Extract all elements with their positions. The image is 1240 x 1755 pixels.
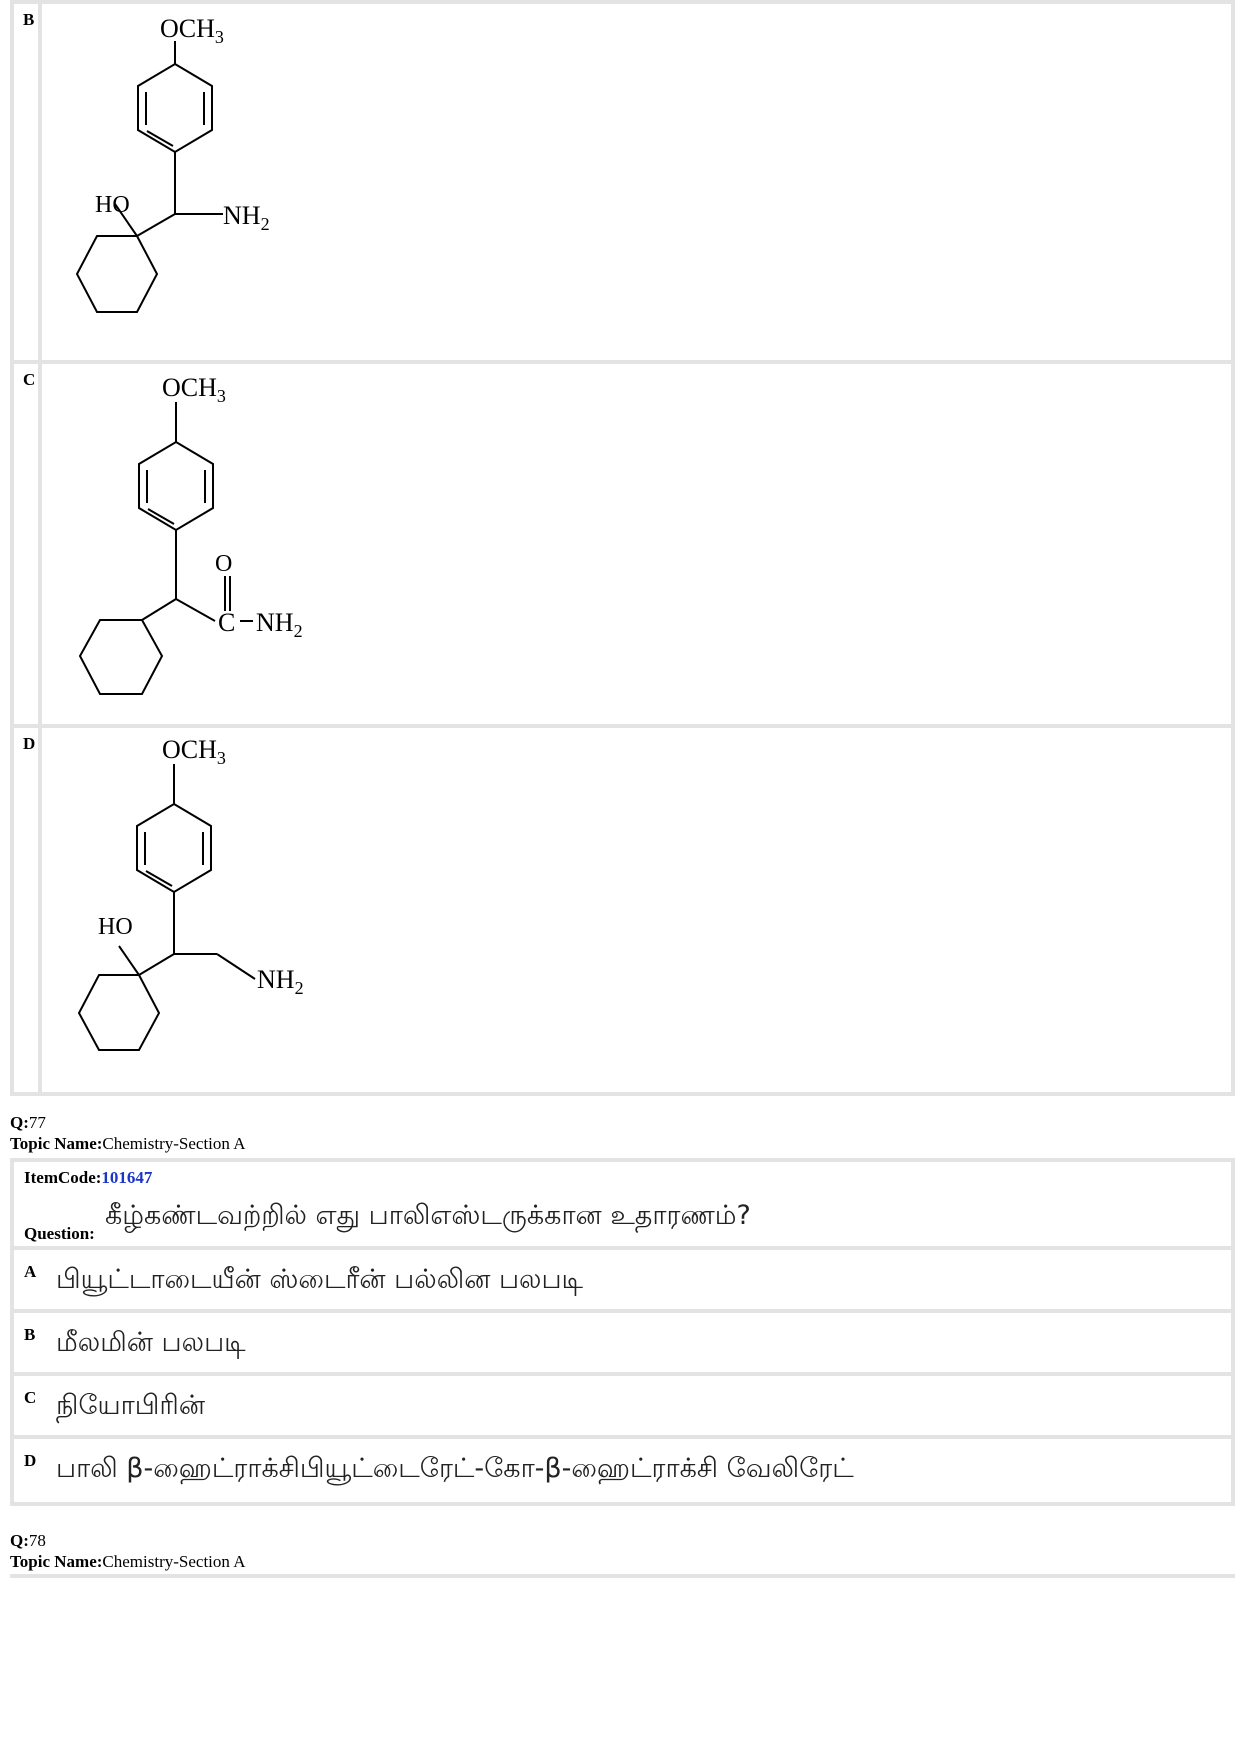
structure-c — [42, 364, 1231, 724]
structure-c-drawing — [42, 364, 442, 724]
option-a[interactable] — [14, 1250, 1231, 1313]
structure-d — [42, 728, 1231, 1092]
option-text: மீலமின் பலபடி — [56, 1327, 246, 1358]
option-letter: C — [14, 364, 42, 724]
option-c-row — [14, 364, 1231, 728]
itemcode-line: ItemCode:101647 — [24, 1168, 153, 1187]
question-77-table — [10, 1158, 1235, 1506]
question-77-stem — [14, 1162, 1231, 1250]
option-text: நியோபிரின் — [56, 1390, 206, 1421]
question-text: கீழ்கண்டவற்றில் எது பாலிஎஸ்டருக்கான உதாரணம்? — [105, 1200, 751, 1231]
option-text: பியூட்டாடையீன் ஸ்டைரீன் பல்லின பலபடி — [56, 1264, 584, 1295]
option-b[interactable] — [14, 1313, 1231, 1376]
option-c[interactable] — [14, 1376, 1231, 1439]
option-letter: A — [24, 1262, 37, 1281]
option-letter: C — [24, 1388, 37, 1407]
topic-line: Topic Name:Chemistry-Section A — [10, 1552, 246, 1571]
option-letter: D — [14, 728, 42, 1092]
topic-line: Topic Name:Chemistry-Section A — [10, 1134, 246, 1153]
option-text: பாலி β-ஹைட்ராக்சிபியூட்டைரேட்-கோ-β-ஹைட்ராக்சி வேலிரேட் — [56, 1453, 854, 1484]
ho-label: HO — [95, 192, 130, 218]
option-d[interactable] — [14, 1439, 1231, 1502]
question-label: Question: — [24, 1224, 95, 1243]
question-header-77 — [10, 1112, 245, 1154]
nh2-label: $NH_2$ — [257, 965, 304, 998]
option-letter: B — [24, 1325, 36, 1344]
structure-b — [42, 4, 1231, 360]
option-letter: D — [24, 1451, 37, 1470]
question-number-line: Q:78 — [10, 1531, 46, 1550]
carbonyl-carbon: C — [218, 608, 236, 637]
amide-nh2-label: $NH_2$ — [256, 608, 303, 641]
divider — [10, 1574, 1235, 1578]
nh2-label: $NH_2$ — [223, 201, 270, 234]
och3-label: $OCH_3$ — [162, 735, 226, 768]
och3-label: $OCH_3$ — [160, 14, 224, 47]
och3-label: $OCH_3$ — [162, 373, 226, 406]
carbonyl-oxygen: O — [215, 551, 233, 577]
structure-b-drawing — [42, 4, 442, 360]
ho-label: HO — [98, 914, 133, 940]
previous-question-options — [10, 0, 1235, 1096]
option-b-row — [14, 4, 1231, 364]
structure-d-drawing — [42, 728, 442, 1088]
option-d-row — [14, 728, 1231, 1092]
option-letter: B — [14, 4, 42, 360]
itemcode-value: 101647 — [101, 1168, 153, 1187]
question-number-line: Q:77 — [10, 1113, 46, 1132]
question-header-78 — [10, 1530, 245, 1572]
